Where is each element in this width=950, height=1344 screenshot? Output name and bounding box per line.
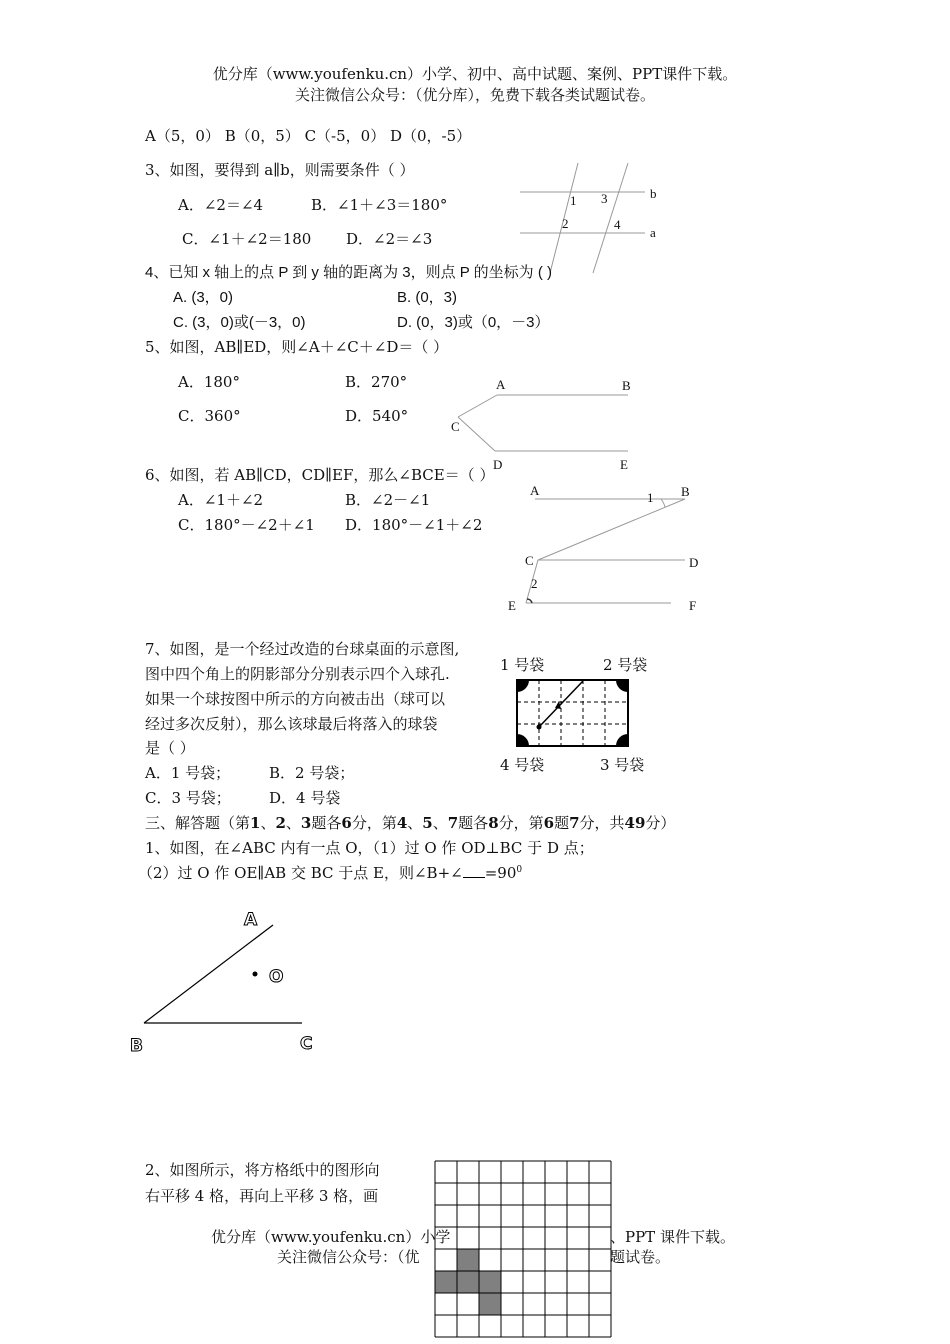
q3-option-a: A．∠2＝∠4 bbox=[178, 196, 264, 214]
q5-label-c: C bbox=[451, 419, 460, 434]
q4-option-b: B. (0，3) bbox=[397, 289, 458, 306]
q5-figure bbox=[448, 372, 638, 472]
q6-label-c: C bbox=[525, 553, 534, 568]
q7-option-a: A．1 号袋； bbox=[145, 764, 231, 782]
q7-line1: 7、如图，是一个经过改造的台球桌面的示意图, bbox=[145, 640, 460, 658]
q3-option-d: D．∠2＝∠3 bbox=[346, 230, 433, 248]
p1-label-a: A bbox=[244, 910, 258, 930]
footer-line1-left: 优分库（www.youfenku.cn）小学 bbox=[211, 1228, 451, 1246]
section3-heading: 三、解答题（第1、2、3题各6分，第4、5、7题各8分，第6题7分，共49分） bbox=[145, 814, 676, 832]
q7-table-figure bbox=[516, 679, 631, 749]
header-line2: 关注微信公众号：（优分库），免费下载各类试题试卷。 bbox=[294, 86, 655, 104]
q6-option-d: D．180°－∠1＋∠2 bbox=[345, 516, 483, 534]
q3-angle-2: 2 bbox=[562, 216, 569, 231]
p1-line2: （2）过 O 作 OE∥AB 交 BC 于点 E，则∠B+∠ $=90^0$ bbox=[138, 864, 523, 882]
p2-line2: 右平移 4 格，再向上平移 3 格，画 bbox=[145, 1187, 379, 1205]
q3-option-c: C．∠1＋∠2＝180 bbox=[182, 230, 312, 248]
q7-line3: 如果一个球按图中所示的方向被击出（球可以 bbox=[145, 690, 446, 708]
footer-line1-right: 、PPT 课件下载。 bbox=[610, 1228, 735, 1246]
q7-option-c: C．3 号袋； bbox=[145, 789, 231, 807]
p1-label-o: O bbox=[269, 967, 284, 987]
q3-option-b: B．∠1＋∠3＝180° bbox=[311, 196, 448, 214]
q6-stem: 6、如图，若 AB∥CD，CD∥EF，那么∠BCE＝（ ） bbox=[145, 466, 495, 484]
q7-pocket-1-label: 1 号袋 bbox=[500, 656, 545, 674]
q3-angle-3: 3 bbox=[601, 191, 608, 206]
q6-option-a: A．∠1＋∠2 bbox=[178, 491, 264, 509]
footer-line2-right: 题试卷。 bbox=[610, 1248, 671, 1266]
q7-pocket-4-label: 4 号袋 bbox=[500, 756, 545, 774]
q5-option-d: D．540° bbox=[345, 407, 409, 425]
q5-label-e: E bbox=[620, 457, 628, 472]
q6-label-a: A bbox=[530, 483, 540, 498]
q3-label-a: a bbox=[650, 225, 656, 240]
q7-pocket-2-label: 2 号袋 bbox=[603, 656, 648, 674]
p1-angle-figure bbox=[128, 905, 328, 1055]
q6-figure bbox=[505, 482, 705, 612]
q6-option-b: B．∠2－∠1 bbox=[345, 491, 431, 509]
q5-option-a: A．180° bbox=[178, 373, 240, 391]
q5-label-a: A bbox=[496, 377, 506, 392]
q3-stem: 3、如图，要得到 a∥b，则需要条件（ ） bbox=[145, 161, 415, 179]
q6-angle-2: 2 bbox=[531, 576, 538, 591]
q5-option-c: C．360° bbox=[178, 407, 241, 425]
q6-label-b: B bbox=[681, 484, 690, 499]
q3-angle-4: 4 bbox=[614, 217, 621, 232]
q7-pocket-3-label: 3 号袋 bbox=[600, 756, 645, 774]
q4-option-a: A. (3，0) bbox=[173, 289, 234, 306]
q3-angle-1: 1 bbox=[570, 193, 577, 208]
p1-label-c: C bbox=[300, 1034, 313, 1054]
q7-line5: 是（ ） bbox=[145, 739, 195, 757]
header-line1: 优分库（www.youfenku.cn）小学、初中、高中试题、案例、PPT课件下载。 bbox=[212, 65, 738, 83]
q5-stem: 5、如图，AB∥ED，则∠A＋∠C＋∠D＝（ ） bbox=[145, 338, 449, 356]
q6-label-f: F bbox=[689, 598, 697, 613]
q3-figure bbox=[515, 158, 675, 278]
q4-stem: 4、已知 x 轴上的点 P 到 y 轴的距离为 3，则点 P 的坐标为 ( ) bbox=[145, 264, 552, 281]
q6-label-e: E bbox=[508, 598, 516, 613]
q7-line4: 经过多次反射），那么该球最后将落入的球袋 bbox=[145, 715, 438, 733]
p2-grid-figure bbox=[435, 1161, 615, 1341]
q5-label-b: B bbox=[622, 378, 631, 393]
q5-option-b: B．270° bbox=[345, 373, 408, 391]
q6-angle-1: 1 bbox=[647, 490, 654, 505]
p1-label-b: B bbox=[130, 1036, 143, 1056]
q3-label-b: b bbox=[650, 186, 657, 201]
p1-line1: 1、如图，在∠ABC 内有一点 O，（1）过 O 作 OD⊥BC 于 D 点； bbox=[145, 839, 594, 857]
q6-label-d: D bbox=[689, 555, 699, 570]
footer-line2-left: 关注微信公众号：（优 bbox=[277, 1248, 420, 1266]
q6-option-c: C．180°－∠2＋∠1 bbox=[178, 516, 315, 534]
q7-option-d: D．4 号袋 bbox=[269, 789, 341, 807]
q5-label-d: D bbox=[493, 457, 503, 472]
q7-line2: 图中四个角上的阴影部分分别表示四个入球孔. bbox=[145, 665, 450, 683]
p2-line1: 2、如图所示，将方格纸中的图形向 bbox=[145, 1161, 380, 1179]
q4-option-d: D. (0，3)或（0，－3） bbox=[397, 314, 550, 331]
q4-option-c: C. (3，0)或(－3，0) bbox=[173, 314, 306, 331]
q7-option-b: B．2 号袋； bbox=[269, 764, 355, 782]
q2-options: A（5，0） B（0，5） C（-5，0） D（0，-5） bbox=[145, 127, 472, 145]
